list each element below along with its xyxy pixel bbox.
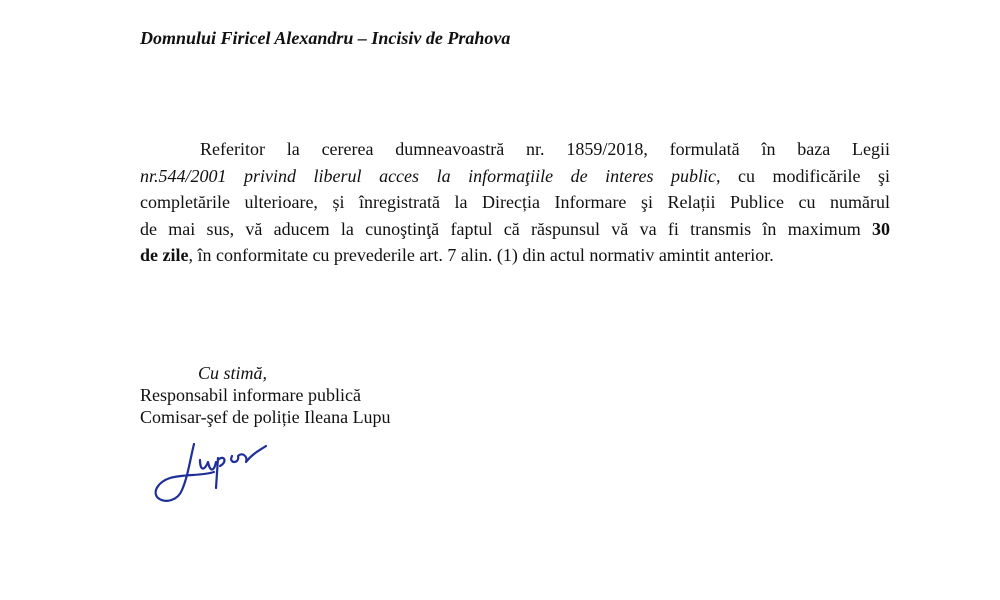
paragraph-line-3: completările ulterioare, și înregistrată la Direcția Informare şi Relații Publice cu numărul [140,192,890,212]
signatory-role: Responsabil informare publică [140,385,361,405]
paragraph-line-4 [140,216,890,243]
closing-greeting: Cu stimă, [198,363,268,383]
letter-body-paragraph [140,136,890,269]
addressee-line: Domnului Firicel Alexandru – Incisiv de Prahova [140,28,511,48]
signature-descender-stroke [216,458,224,488]
paragraph-line-5 [140,242,890,269]
deadline-unit: de zile [140,245,189,265]
paragraph-line-1: Referitor la cererea dumneavoastră nr. 1859/2018, formulată în baza Legii [200,139,890,159]
signature-letter-stroke [200,460,216,470]
paragraph-line-5-rest: , în conformitate cu prevederile art. 7 alin. (1) din actul normativ amintit anterior. [188,245,774,265]
signature-tail-stroke [231,446,266,462]
law-reference: nr.544/2001 privind liberul acces la informaţiile de interes public [140,165,716,186]
signatory-name: Comisar-şef de poliție Ileana Lupu [140,407,391,427]
deadline-number: 30 [872,218,890,239]
paragraph-line-2 [140,163,890,190]
handwritten-signature [148,432,278,512]
closing-block [140,362,391,428]
signature-strokes [156,444,266,501]
signature-loop-stroke [156,444,214,501]
paragraph-line-2-rest: , cu modificările şi [715,165,890,186]
paragraph-line-4-text: de mai sus, vă aducem la cunoştinţă faptul că răspunsul vă va fi transmis în maximum [140,218,872,239]
